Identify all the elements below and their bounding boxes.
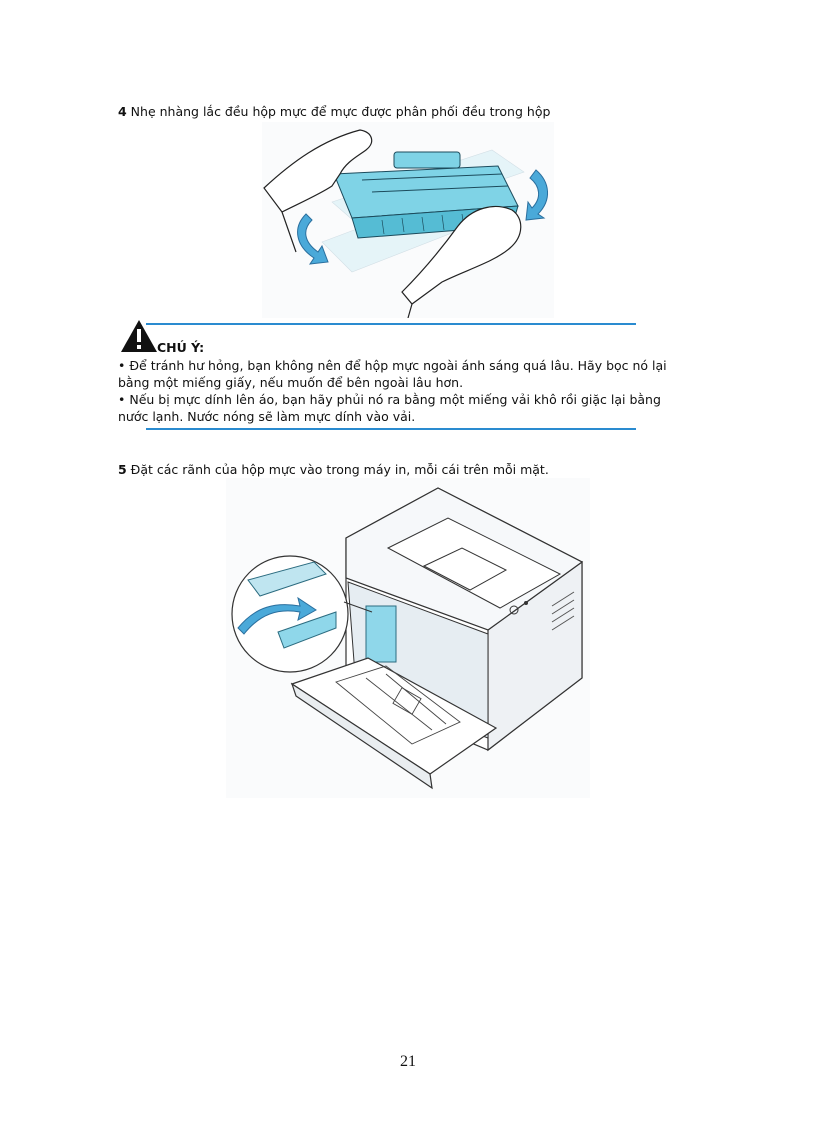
page-number: 21 <box>400 1053 416 1070</box>
shake-cartridge-illustration <box>262 122 554 318</box>
step-5-instruction <box>118 462 549 477</box>
step-text: Nhẹ nhàng lắc đều hộp mực để mực được phân phối đều trong hộp <box>126 104 551 119</box>
note-item: • Nếu bị mực dính lên áo, bạn hãy phủi nó ra bằng một miếng vải khô rồi giặc lại bằng nước lạnh. Nước nóng sẽ làm mực dính vào vải. <box>118 392 661 424</box>
note-item: • Để tránh hư hỏng, bạn không nên để hộp mực ngoài ánh sáng quá lâu. Hãy bọc nó lại bằng một miếng giấy, nếu muốn để bên ngoài lâu hơn. <box>118 358 667 390</box>
note-title: CHÚ Ý: <box>157 340 205 355</box>
step-number: 5 <box>118 462 127 477</box>
step-number: 4 <box>118 104 127 119</box>
note-bottom-rule <box>146 428 636 430</box>
warning-icon <box>120 318 158 354</box>
step-text: Đặt các rãnh của hộp mực vào trong máy in, mỗi cái trên mỗi mặt. <box>126 462 549 477</box>
printer-cartridge-guide-illustration <box>226 478 590 798</box>
step-4-instruction <box>118 104 550 119</box>
note-top-rule <box>146 323 636 325</box>
